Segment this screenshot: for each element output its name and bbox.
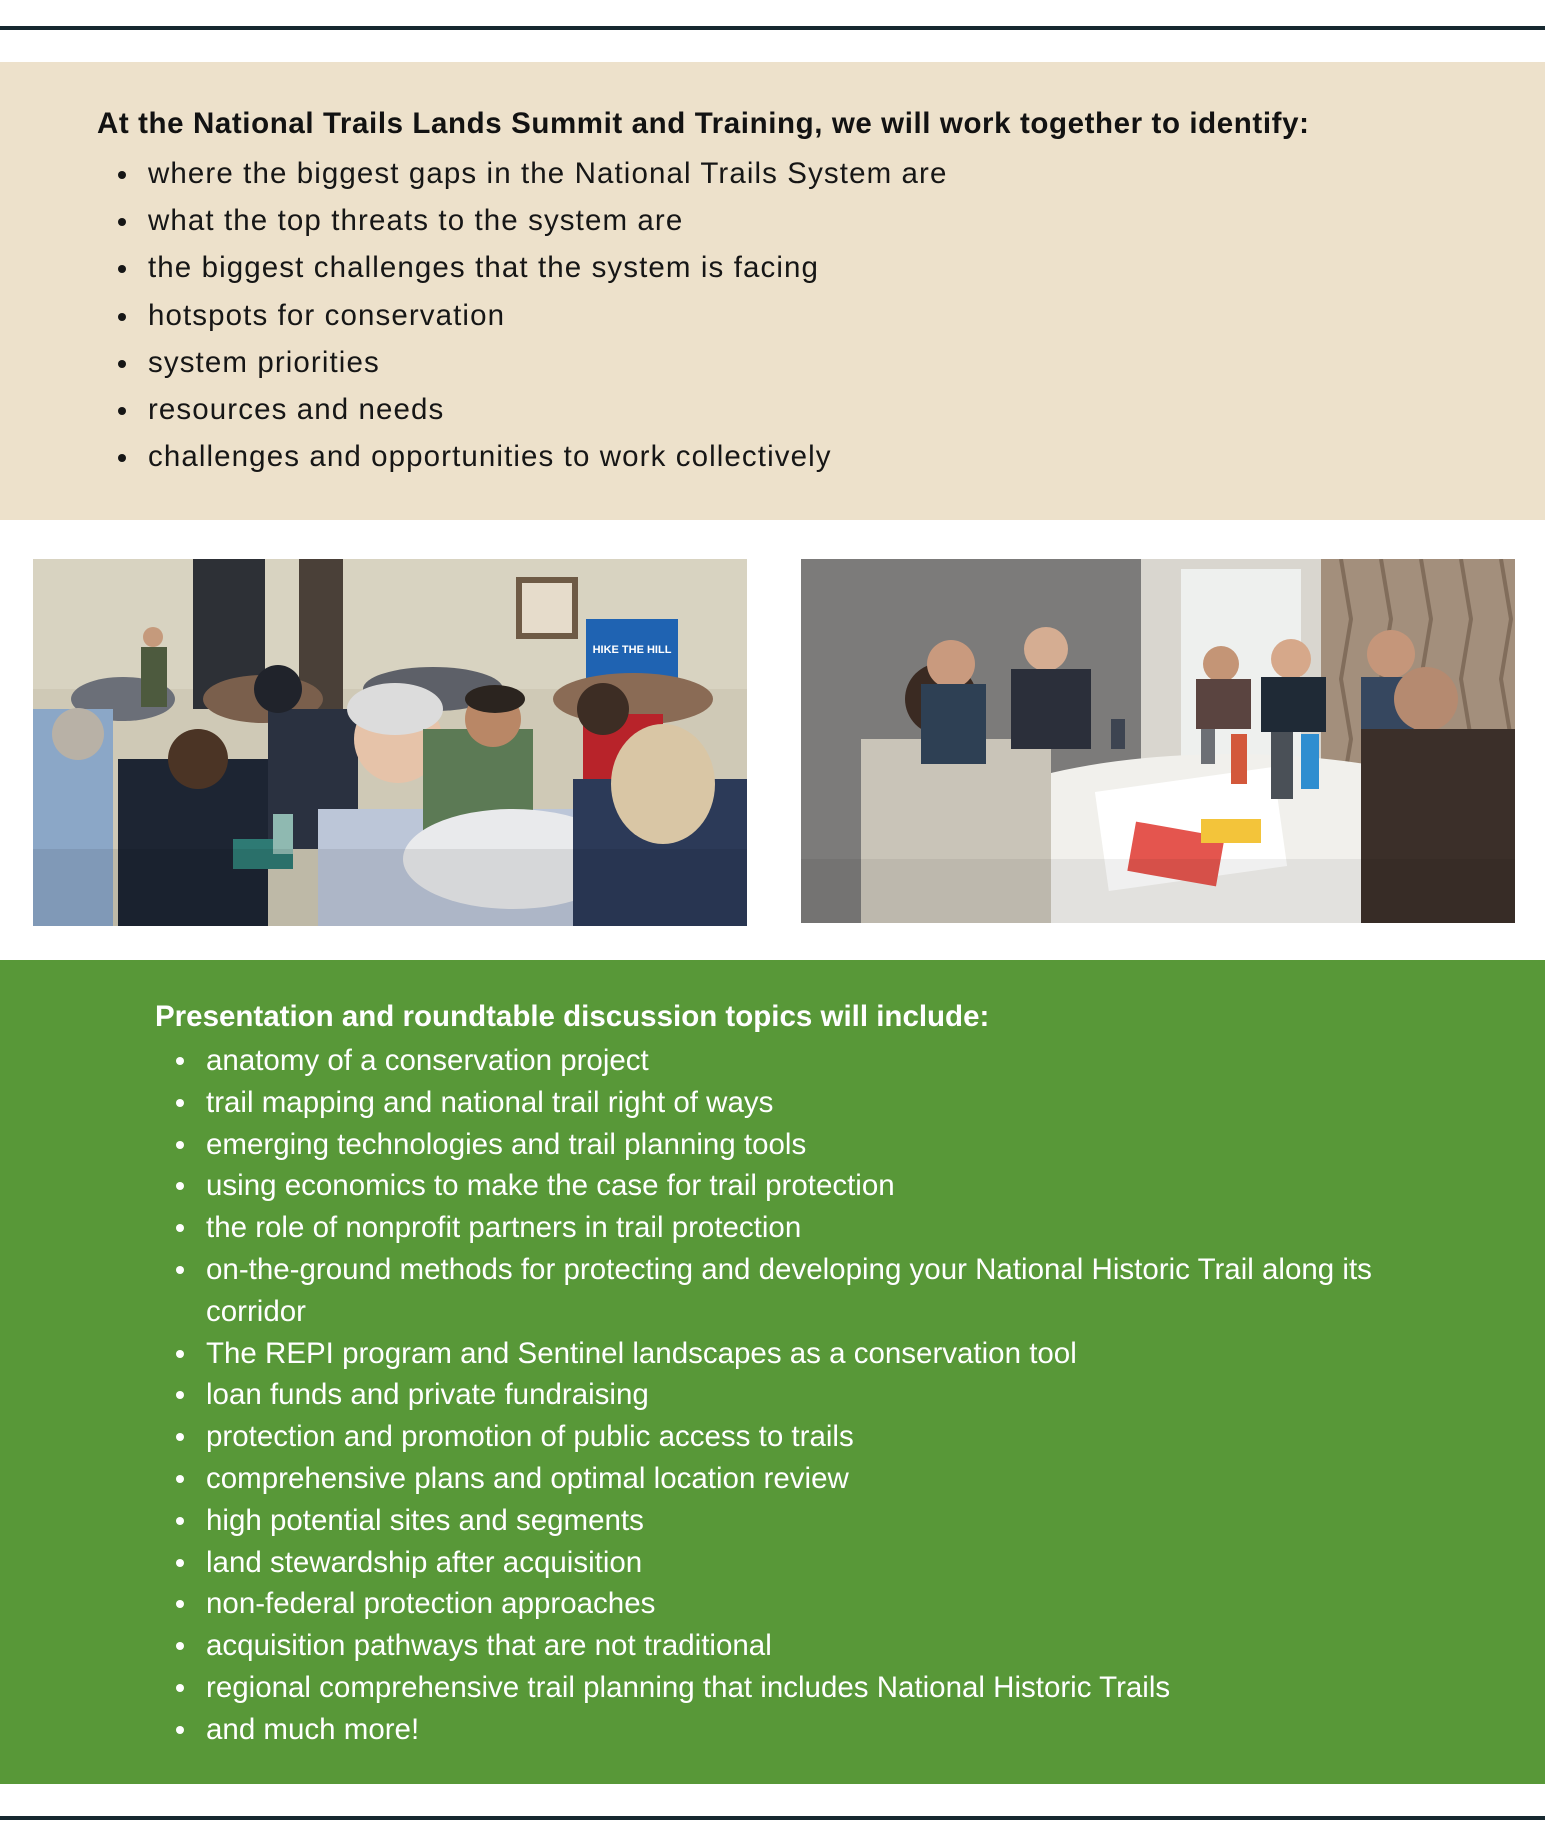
summit-goals-heading: At the National Trails Lands Summit and Training, we will work together to identify: <box>97 107 1310 140</box>
list-item: comprehensive plans and optimal location review <box>206 1458 1456 1500</box>
list-item: high potential sites and segments <box>206 1500 1456 1542</box>
list-item: regional comprehensive trail planning that includes National Historic Trails <box>206 1667 1456 1709</box>
list-item: trail mapping and national trail right of ways <box>206 1082 1456 1124</box>
audience-photo <box>33 559 747 926</box>
discussion-topics-list <box>206 1040 1456 1751</box>
event-sign-text: HIKE THE HILL <box>592 644 672 656</box>
list-item: using economics to make the case for trail protection <box>206 1165 1456 1207</box>
top-divider <box>0 26 1545 30</box>
list-item: The REPI program and Sentinel landscapes as a conservation tool <box>206 1333 1456 1375</box>
list-item: the role of nonprofit partners in trail protection <box>206 1207 1456 1249</box>
list-item: land stewardship after acquisition <box>206 1542 1456 1584</box>
list-item: what the top threats to the system are <box>148 201 948 248</box>
list-item: hotspots for conservation <box>148 296 948 343</box>
list-item: acquisition pathways that are not traditional <box>206 1625 1456 1667</box>
discussion-topics-heading: Presentation and roundtable discussion topics will include: <box>155 1000 990 1033</box>
bottom-divider <box>0 1816 1545 1820</box>
list-item: where the biggest gaps in the National Trails System are <box>148 154 948 201</box>
list-item: on-the-ground methods for protecting and developing your National Historic Trail along its corridor <box>206 1249 1456 1333</box>
list-item: protection and promotion of public access to trails <box>206 1416 1456 1458</box>
list-item: emerging technologies and trail planning tools <box>206 1124 1456 1166</box>
summit-goals-panel <box>0 62 1545 520</box>
roundtable-photo <box>801 559 1515 923</box>
list-item: challenges and opportunities to work collectively <box>148 437 948 484</box>
list-item: resources and needs <box>148 390 948 437</box>
list-item: system priorities <box>148 343 948 390</box>
discussion-topics-panel <box>0 960 1545 1784</box>
summit-goals-list <box>148 154 948 484</box>
list-item: non-federal protection approaches <box>206 1583 1456 1625</box>
list-item: and much more! <box>206 1709 1456 1751</box>
list-item: loan funds and private fundraising <box>206 1374 1456 1416</box>
list-item: anatomy of a conservation project <box>206 1040 1456 1082</box>
list-item: the biggest challenges that the system is facing <box>148 248 948 295</box>
